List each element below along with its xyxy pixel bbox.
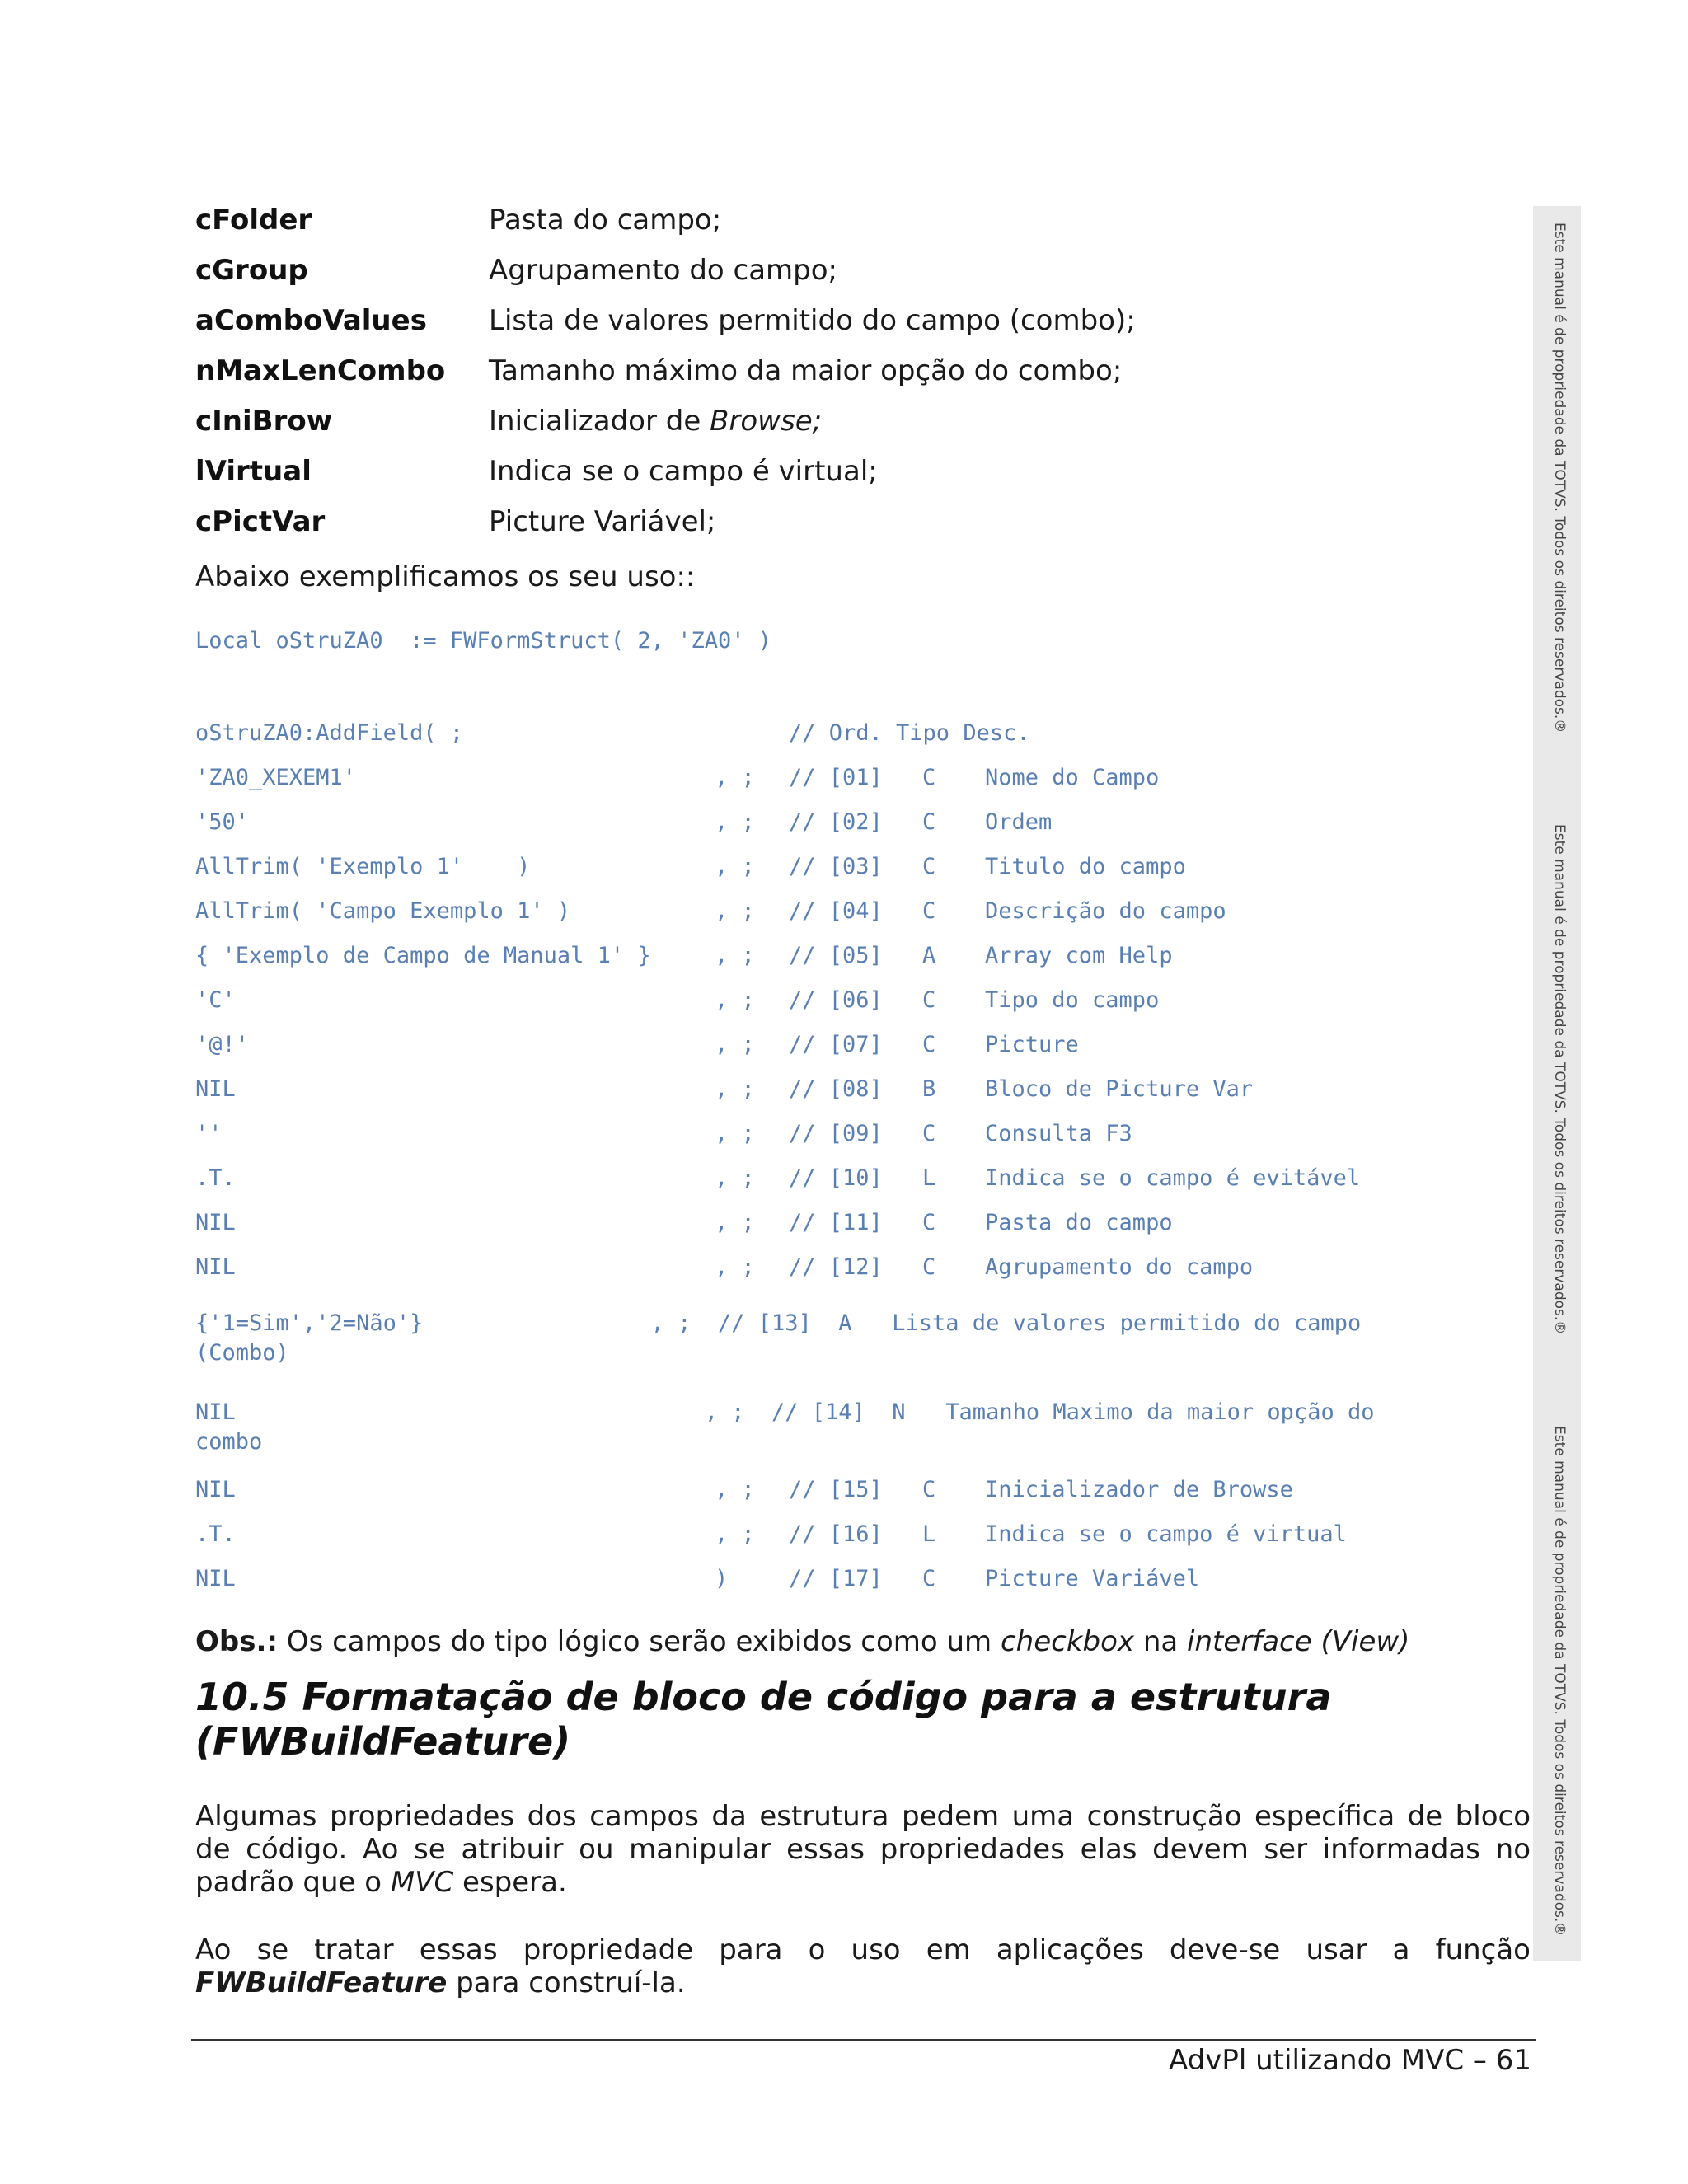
definition-term: nMaxLenCombo	[195, 354, 446, 387]
code-text: NIL	[195, 1477, 236, 1502]
code-desc: Ordem	[985, 809, 1053, 835]
definition-desc: Lista de valores permitido do campo (combo);	[489, 303, 1136, 337]
code-text: NIL	[195, 1566, 236, 1591]
definition-desc	[489, 405, 822, 438]
code-block	[195, 717, 1531, 1591]
code-separator: , ;	[715, 1032, 755, 1057]
code-row	[195, 1251, 1531, 1284]
code-type: A	[922, 943, 936, 968]
definition-term: aComboValues	[195, 303, 427, 337]
code-desc: Descrição do campo	[985, 898, 1226, 924]
page-footer: AdvPl utilizando MVC – 61	[1169, 2044, 1531, 2077]
side-watermark-text: Este manual é de propriedade da TOTVS. Todos os direitos reservados.®	[1551, 1426, 1568, 1937]
code-row	[195, 1118, 1531, 1151]
definition-row	[195, 295, 1136, 345]
definition-term: cIniBrow	[195, 404, 333, 438]
definition-desc: Agrupamento do campo;	[489, 253, 837, 287]
code-type: C	[922, 987, 936, 1013]
code-separator: )	[715, 1566, 729, 1591]
code-separator: , ;	[715, 987, 755, 1013]
code-text: ''	[195, 1121, 223, 1146]
obs-text: Os campos do tipo lógico serão exibidos como um	[278, 1625, 1001, 1658]
definition-row	[195, 194, 1136, 245]
definition-term: cFolder	[195, 203, 312, 237]
side-watermark-text: Este manual é de propriedade da TOTVS. Todos os direitos reservados.®	[1551, 824, 1568, 1335]
code-desc: Array com Help	[985, 943, 1173, 968]
code-order: // [09]	[789, 1121, 883, 1146]
code-line: Local oStruZA0 := FWFormStruct( 2, 'ZA0' )	[195, 628, 771, 654]
code-text: NIL	[195, 1210, 236, 1235]
code-row	[195, 851, 1531, 883]
code-desc: Bloco de Picture Var	[985, 1076, 1254, 1102]
code-separator: , ;	[715, 1477, 755, 1502]
definition-desc: Indica se o campo é virtual;	[489, 454, 878, 488]
code-desc: Picture	[985, 1032, 1079, 1057]
code-type: C	[922, 1210, 936, 1235]
code-desc: Inicializador de Browse	[985, 1477, 1293, 1502]
paragraph-text: Algumas propriedades dos campos da estrutura pedem uma construção específica de bloco de código. Ao se atribuir ou manipular essas propriedades elas devem ser informadas no padrão que o	[195, 1800, 1531, 1899]
code-type: C	[922, 1254, 936, 1280]
code-separator: , ;	[715, 1076, 755, 1102]
code-separator: , ;	[715, 854, 755, 879]
code-type: C	[922, 1566, 936, 1591]
code-type: C	[922, 765, 936, 790]
code-text: 'C'	[195, 987, 236, 1013]
code-row	[195, 940, 1531, 972]
code-order: // [16]	[789, 1521, 883, 1547]
code-desc: Indica se o campo é virtual	[985, 1521, 1347, 1547]
code-order: // [10]	[789, 1165, 883, 1191]
code-desc: Pasta do campo	[985, 1210, 1173, 1235]
code-type: L	[922, 1165, 936, 1191]
code-row	[195, 806, 1531, 839]
code-order: // [02]	[789, 809, 883, 835]
code-separator: , ;	[715, 898, 755, 924]
obs-italic: checkbox	[1000, 1625, 1135, 1658]
code-row	[195, 762, 1531, 794]
definition-term: cGroup	[195, 253, 308, 287]
definition-row	[195, 496, 1136, 546]
code-desc: Indica se o campo é evitável	[985, 1165, 1361, 1191]
code-order: // [17]	[789, 1566, 883, 1591]
code-separator: , ;	[715, 1121, 755, 1146]
side-watermark-band	[1533, 206, 1581, 1961]
code-row	[195, 1029, 1531, 1062]
code-type: C	[922, 1032, 936, 1057]
code-row	[195, 984, 1531, 1017]
code-text: AllTrim( 'Campo Exemplo 1' )	[195, 898, 571, 924]
code-type: C	[922, 1477, 936, 1502]
code-text: '@!'	[195, 1032, 250, 1057]
code-text: '50'	[195, 809, 250, 835]
paragraph-text: para construí-la.	[447, 1966, 686, 1999]
code-row	[195, 1073, 1531, 1106]
code-order: // [12]	[789, 1254, 883, 1280]
definition-desc: Tamanho máximo da maior opção do combo;	[489, 354, 1123, 387]
code-row	[195, 1518, 1531, 1551]
definition-desc-text: Inicializador de	[489, 404, 710, 438]
obs-text: na	[1134, 1625, 1188, 1658]
code-order: // [11]	[789, 1210, 883, 1235]
code-desc: Picture Variável	[985, 1566, 1200, 1591]
code-row	[195, 1207, 1531, 1240]
definition-term: lVirtual	[195, 454, 312, 488]
code-order: // [15]	[789, 1477, 883, 1502]
code-row	[195, 1474, 1531, 1507]
code-separator: , ;	[715, 1521, 755, 1547]
definition-row	[195, 396, 1136, 446]
code-order: // [01]	[789, 765, 883, 790]
code-order: // [08]	[789, 1076, 883, 1102]
code-order: // [03]	[789, 854, 883, 879]
code-text: .T.	[195, 1521, 236, 1547]
code-separator: , ;	[715, 765, 755, 790]
paragraph-bold-italic: FWBuildFeature	[195, 1966, 448, 1999]
definition-desc: Picture Variável;	[489, 504, 716, 538]
code-type: C	[922, 898, 936, 924]
code-desc: Titulo do campo	[985, 854, 1186, 879]
code-order: // [07]	[789, 1032, 883, 1057]
code-comment: // Ord. Tipo Desc.	[789, 720, 1030, 746]
code-wrapped-row: {'1=Sim','2=Não'} , ; // [13] A Lista de valores permitido do campo (Combo)	[195, 1310, 1362, 1366]
field-definition-list	[195, 194, 1136, 546]
code-text: NIL	[195, 1076, 236, 1102]
section-heading: 10.5 Formatação de bloco de código para a estrutura (FWBuildFeature)	[195, 1675, 1332, 1764]
side-watermark-text: Este manual é de propriedade da TOTVS. Todos os direitos reservados.®	[1551, 223, 1568, 733]
code-desc: Tipo do campo	[985, 987, 1160, 1013]
code-text: .T.	[195, 1165, 236, 1191]
code-header-row	[195, 717, 1531, 750]
paragraph	[195, 1933, 1531, 1999]
observation-note	[195, 1625, 1409, 1658]
intro-text: Abaixo exemplificamos os seu uso::	[195, 560, 696, 593]
obs-italic: interface (View)	[1187, 1625, 1410, 1658]
definition-row	[195, 245, 1136, 295]
code-order: // [04]	[789, 898, 883, 924]
code-separator: , ;	[715, 1165, 755, 1191]
code-text: NIL	[195, 1254, 236, 1280]
code-type: L	[922, 1521, 936, 1547]
code-type: C	[922, 1121, 936, 1146]
code-separator: , ;	[715, 1254, 755, 1280]
paragraph-text: espera.	[453, 1866, 567, 1899]
code-order: // [05]	[789, 943, 883, 968]
definition-row	[195, 345, 1136, 396]
obs-label: Obs.:	[195, 1625, 278, 1658]
code-order: // [06]	[789, 987, 883, 1013]
code-text: 'ZA0_XEXEM1'	[195, 765, 357, 790]
code-row	[195, 1162, 1531, 1195]
code-wrapped-row: NIL , ; // [14] N Tamanho Maximo da maior opção do combo	[195, 1399, 1375, 1455]
paragraph	[195, 1800, 1531, 1899]
code-separator: , ;	[715, 1210, 755, 1235]
code-separator: , ;	[715, 809, 755, 835]
code-separator: , ;	[715, 943, 755, 968]
code-type: C	[922, 809, 936, 835]
code-text: { 'Exemplo de Campo de Manual 1' }	[195, 943, 651, 968]
code-desc: Agrupamento do campo	[985, 1254, 1254, 1280]
code-desc: Nome do Campo	[985, 765, 1160, 790]
code-row	[195, 1563, 1531, 1596]
paragraph-text: Ao se tratar essas propriedade para o uso em aplicações deve-se usar a função	[195, 1933, 1531, 1966]
definition-term: cPictVar	[195, 504, 326, 538]
code-row	[195, 895, 1531, 928]
definition-desc: Pasta do campo;	[489, 203, 722, 237]
code-type: B	[922, 1076, 936, 1102]
code-text: AllTrim( 'Exemplo 1' )	[195, 854, 531, 879]
footer-rule	[191, 2039, 1536, 2041]
code-desc: Consulta F3	[985, 1121, 1132, 1146]
code-type: C	[922, 854, 936, 879]
paragraph-italic: MVC	[390, 1866, 454, 1899]
definition-row	[195, 446, 1136, 496]
code-text: oStruZA0:AddField( ;	[195, 720, 464, 746]
definition-desc-italic: Browse;	[710, 404, 823, 438]
